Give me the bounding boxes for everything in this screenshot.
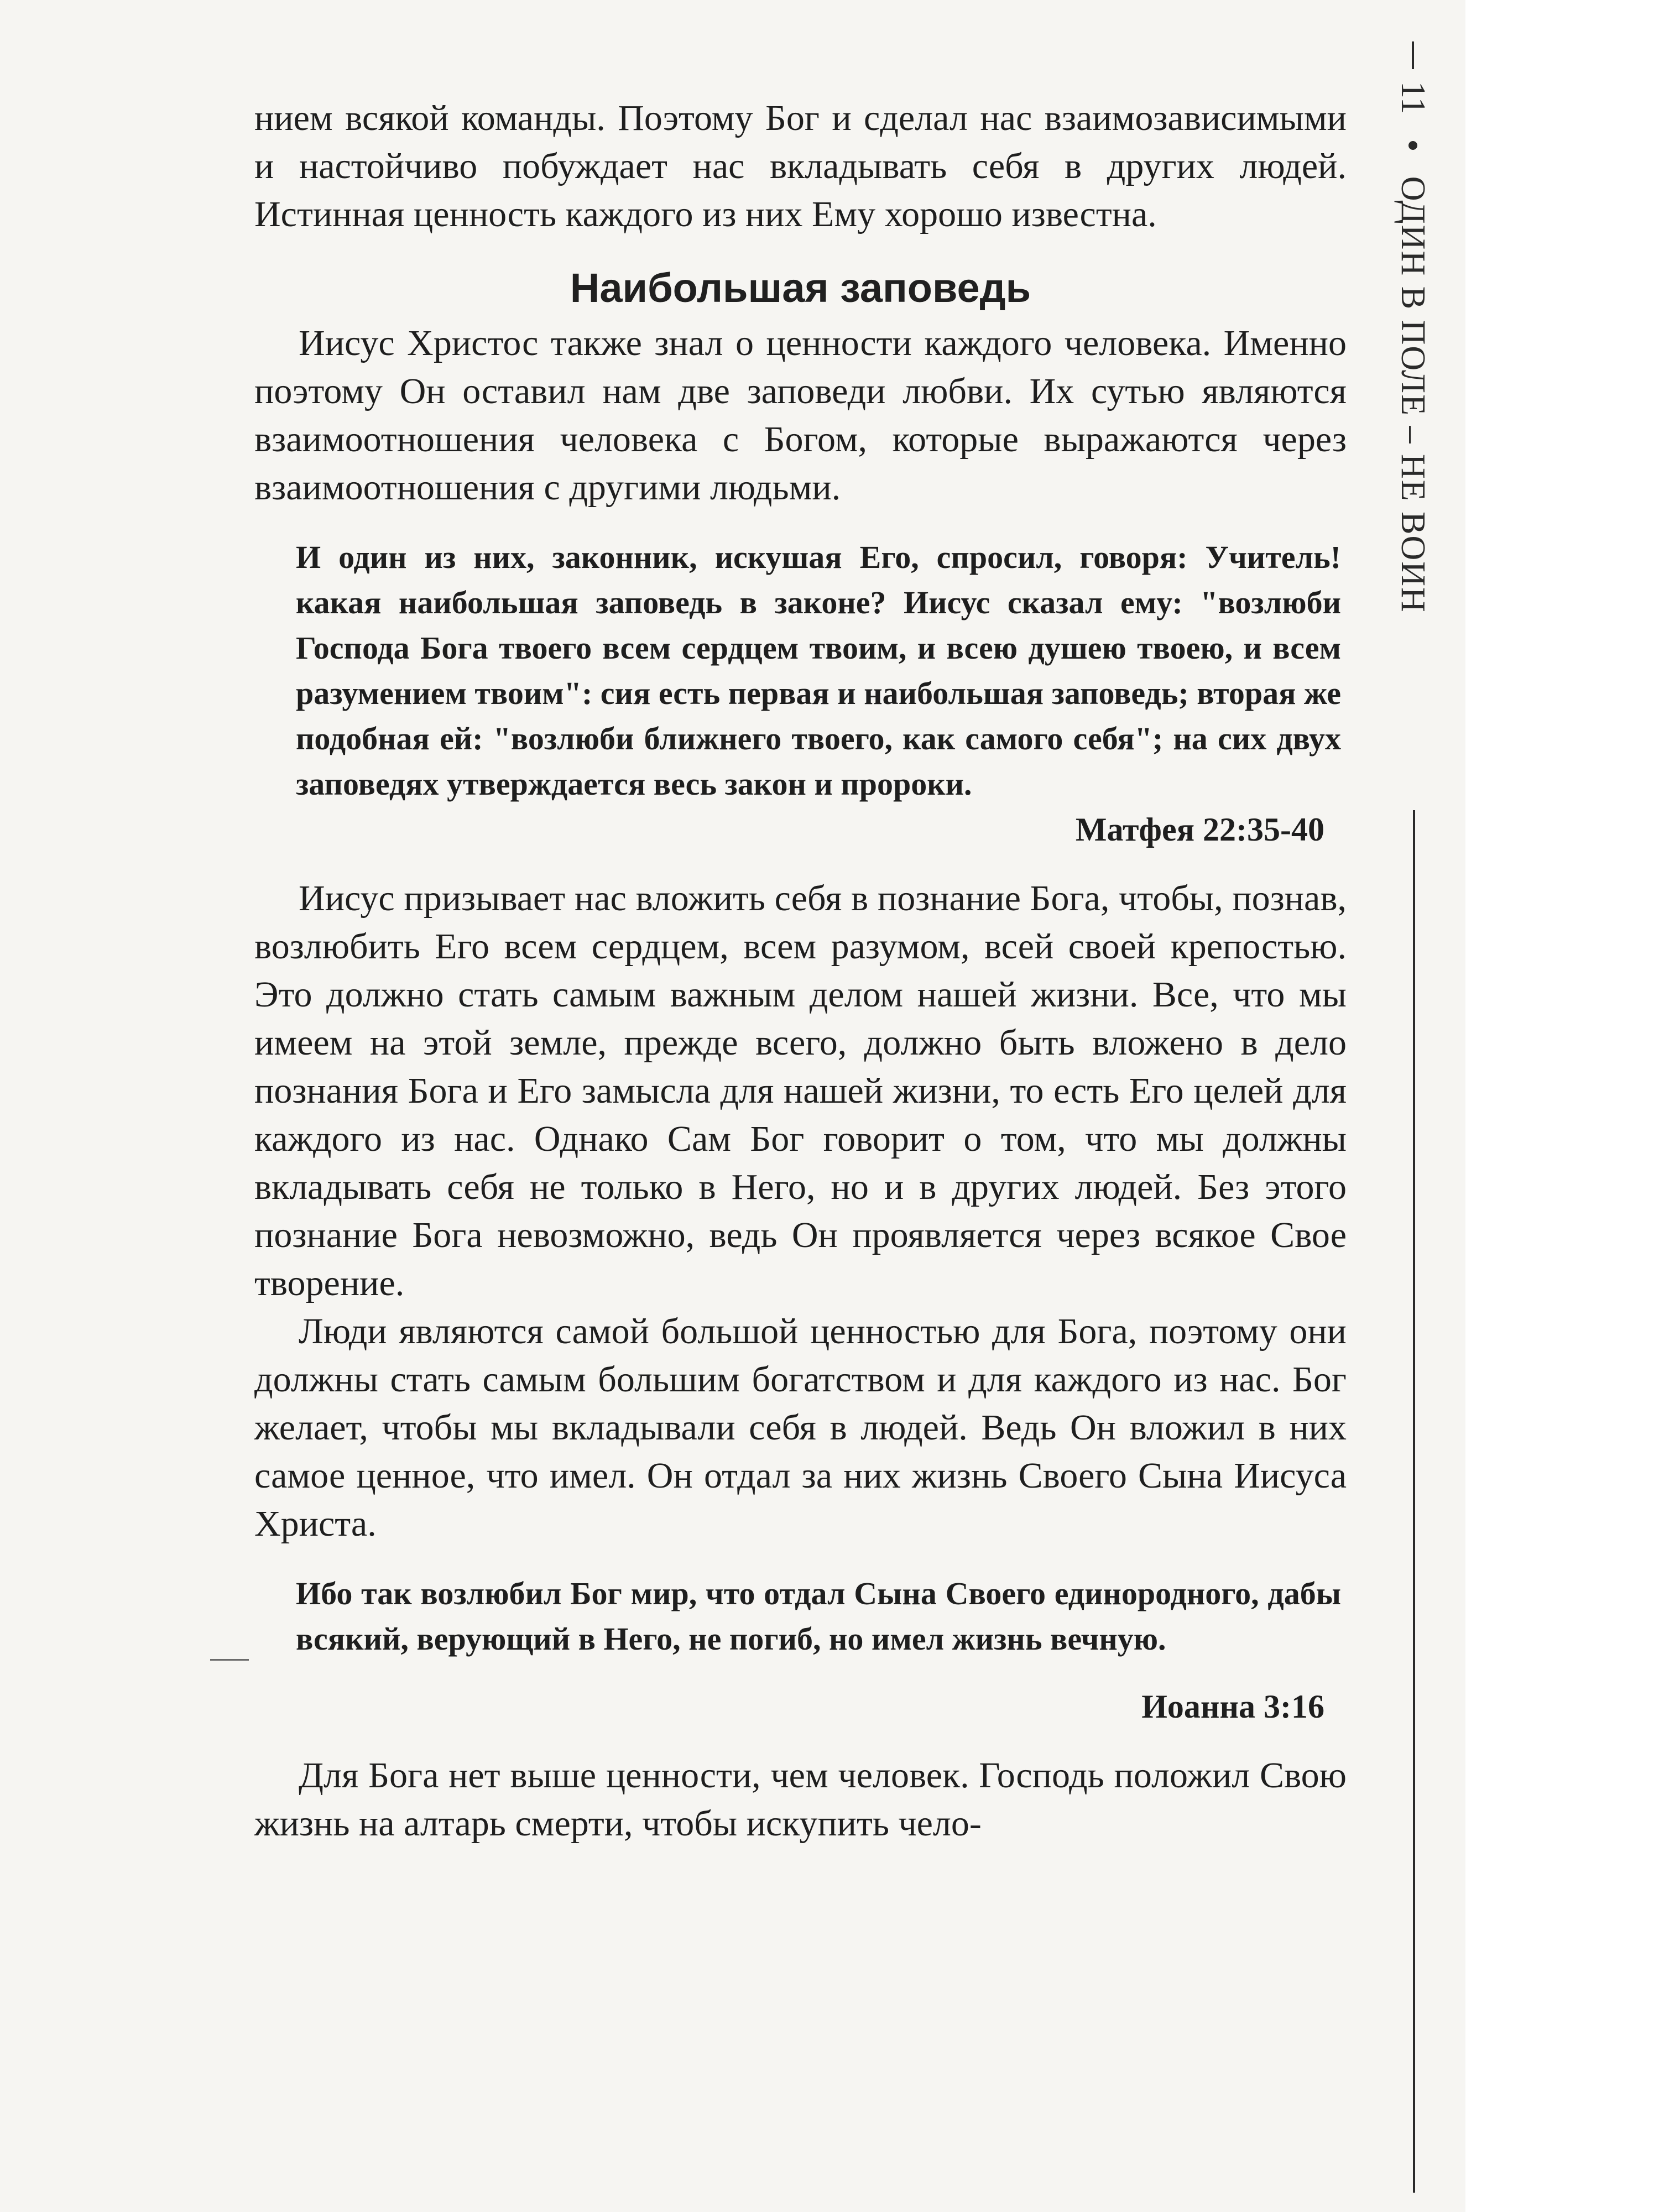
- paragraph-knowing-god: Иисус призывает нас вложить себя в познание Бога, чтобы, познав, возлюбить Его всем сердцем, всем разумом, всей своей крепостью. Это должно стать самым важным делом нашей жизни. Все, что мы имеем на этой земле, прежде всего, должно быть вложено в дело познания Бога и Его замысла для нашей жизни, то есть Его целей для каждого из нас. Однако Сам Бог говорит о том, что мы должны вкладывать себя не только в Него, но и в других людей. Без этого познание Бога невозможно, ведь Он проявляется через всякое Свое творение.: [254, 878, 1347, 1303]
- paragraph-people-value: Люди являются самой большой ценностью для Бога, поэтому они должны стать самым большим богатством и для каждого из нас. Бог желает, чтобы мы вкладывали себя в людей. Ведь Он вложил в них самое ценное, что имел. Он отдал за них жизнь Своего Сына Иисуса Христа.: [254, 1311, 1347, 1544]
- running-head-rule: [1413, 810, 1415, 2193]
- scripture-quote-matthew: [254, 535, 1347, 852]
- scripture-quote-john: [254, 1571, 1347, 1729]
- scripture-quote-text: Ибо так возлюбил Бог мир, что отдал Сына Своего единородного, дабы всякий, верующий в Него, не погиб, но имел жизнь вечную.: [296, 1575, 1341, 1657]
- bullet-separator: [1408, 141, 1417, 150]
- scripture-citation: Иоанна 3:16: [1141, 1688, 1324, 1725]
- margin-mark: [210, 1659, 249, 1661]
- dash-mark: [1412, 41, 1414, 69]
- scripture-quote-text: И один из них, законник, искушая Его, спросил, говоря: Учитель! какая наибольшая заповедь в законе? Иисус сказал ему: "возлюби Господа Бога твоего всем сердцем твоим, и всею душею твоею, и всем разумением твоим": сия есть первая и наибольшая заповедь; вторая же подобная ей: "возлюби ближнего твоего, как самого себя"; на сих двух заповедях утверждается весь закон и пророки.: [296, 539, 1341, 802]
- running-head-title: ОДИН В ПОЛЕ – НЕ ВОИН: [1394, 176, 1432, 613]
- scripture-citation: Матфея 22:35-40: [1075, 811, 1324, 848]
- main-text-column: [254, 94, 1347, 1848]
- paragraph-final: Для Бога нет выше ценности, чем человек. Господь положил Свою жизнь на алтарь смерти, чтобы искупить чело-: [254, 1755, 1347, 1844]
- running-head: [1383, 41, 1443, 926]
- paragraph-continuation: нием всякой команды. Поэтому Бог и сделал нас взаимозависимыми и настойчиво побуждает нас вкладывать себя в других людей. Истинная ценность каждого из них Ему хорошо известна.: [254, 98, 1347, 234]
- paragraph-intro: Иисус Христос также знал о ценности каждого человека. Именно поэтому Он оставил нам две заповеди любви. Их сутью являются взаимоотношения человека с Богом, которые выражаются через взаимоотношения с другими людьми.: [254, 323, 1347, 508]
- page-number: 11: [1394, 81, 1432, 114]
- section-heading: Наибольшая заповедь: [570, 265, 1031, 311]
